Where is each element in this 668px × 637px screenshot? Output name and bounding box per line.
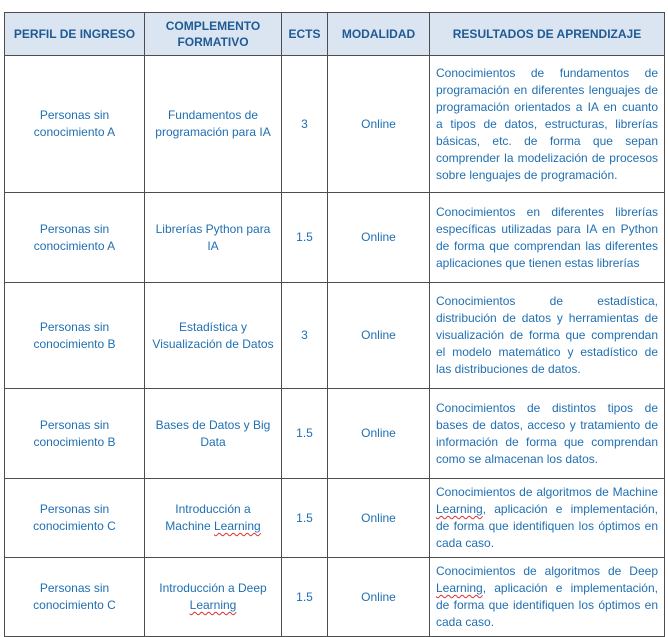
cell-ects: 1.5 [282,389,328,479]
cell-modalidad: Online [328,389,430,479]
cell-complemento: Bases de Datos y Big Data [145,389,282,479]
text-segment: Introducción a Deep [159,581,267,595]
header-perfil: PERFIL DE INGRESO [5,13,145,56]
table-row [5,56,665,193]
text-segment: , aplicación e implementación, de forma que identifiquen los óptimos en cada caso. [436,502,658,550]
cell-complemento: Fundamentos de programación para IA [145,56,282,193]
header-resultados: RESULTADOS DE APRENDIZAJE [430,13,665,56]
cell-perfil: Personas sin conocimiento A [5,56,145,193]
table-row [5,283,665,389]
header-row [5,13,665,56]
text-segment: Conocimientos de algoritmos de Machine [436,485,658,499]
cell-ects: 3 [282,56,328,193]
header-modalidad: MODALIDAD [328,13,430,56]
curriculum-table [4,12,665,637]
cell-perfil: Personas sin conocimiento C [5,558,145,637]
cell-complemento: Estadística y Visualización de Datos [145,283,282,389]
cell-resultados: Conocimientos de distintos tipos de bases de datos, acceso y tratamiento de información de forma que comprendan como se almacenan los datos. [430,389,665,479]
table-row [5,479,665,558]
cell-ects: 1.5 [282,479,328,558]
text-segment: Introducción a Machine [165,502,251,533]
cell-modalidad: Online [328,558,430,637]
spellcheck-word: Learning [436,502,483,516]
cell-complemento [145,479,282,558]
spellcheck-word: Learning [213,519,261,533]
cell-resultados: Conocimientos en diferentes librerías específicas utilizadas para IA en Python de forma que comprendan las diferentes aplicaciones que tienen estas librerías [430,193,665,283]
cell-perfil: Personas sin conocimiento B [5,389,145,479]
cell-resultados: Conocimientos de fundamentos de programación en diferentes lenguajes de programación orientados a IA en cuanto a tipos de datos, estructuras, librerías básicas, etc. de forma que sepan comprender la modelización de procesos sobre lenguajes de programación. [430,56,665,193]
cell-perfil: Personas sin conocimiento B [5,283,145,389]
cell-perfil: Personas sin conocimiento A [5,193,145,283]
spellcheck-word: Learning [189,598,237,612]
cell-ects: 1.5 [282,193,328,283]
cell-modalidad: Online [328,193,430,283]
cell-ects: 1.5 [282,558,328,637]
header-complemento: COMPLEMENTO FORMATIVO [145,13,282,56]
text-segment: Conocimientos de algoritmos de Deep [436,564,658,578]
cell-resultados: Conocimientos de estadística, distribución de datos y herramientas de visualización de forma que comprendan el modelo matemático y estadístico de las distribuciones de datos. [430,283,665,389]
cell-perfil: Personas sin conocimiento C [5,479,145,558]
spellcheck-word: Learning [436,581,483,595]
table-row [5,193,665,283]
cell-modalidad: Online [328,283,430,389]
table-row [5,389,665,479]
cell-modalidad: Online [328,56,430,193]
header-ects: ECTS [282,13,328,56]
cell-ects: 3 [282,283,328,389]
text-segment: , aplicación e implementación, de forma que identifiquen los óptimos en cada caso. [436,581,658,629]
cell-modalidad: Online [328,479,430,558]
cell-complemento: Librerías Python para IA [145,193,282,283]
cell-resultados [430,479,665,558]
